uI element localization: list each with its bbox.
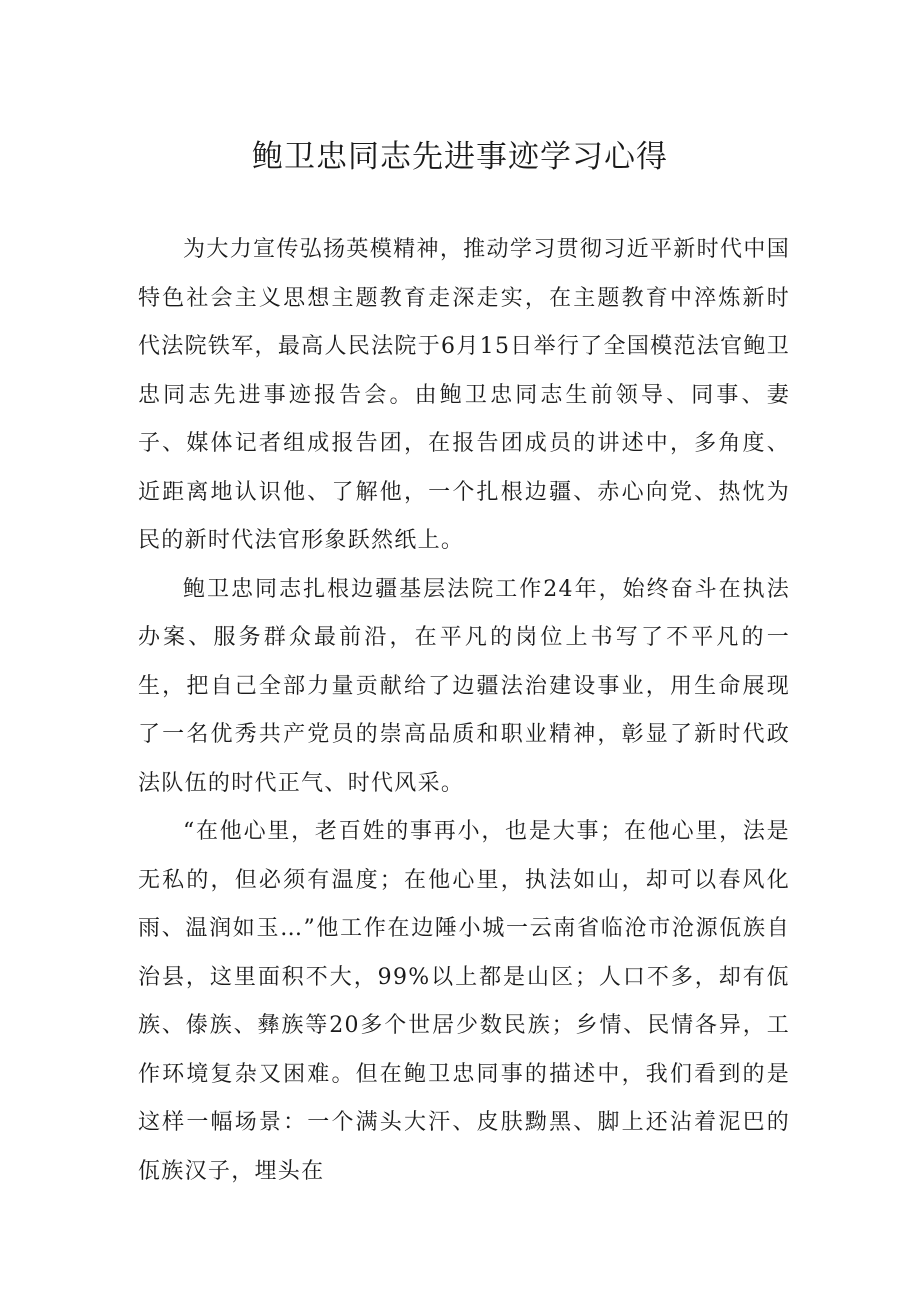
paragraph: 为大力宣传弘扬英模精神，推动学习贯彻习近平新时代中国特色社会主义思想主题教育走深走实，在主题教育中淬炼新时代法院铁军，最高人民法院于6月15日举行了全国模范法官鲍卫忠同志先进事迹报告会。由鲍卫忠同志生前领导、同事、妻子、媒体记者组成报告团，在报告团成员的讲述中，多角度、近距离地认识他、了解他，一个扎根边疆、赤心向党、热忱为民的新时代法官形象跃然纸上。 — [138, 237, 790, 553]
paragraph: “在他心里，老百姓的事再小，也是大事；在他心里，法是无私的，但必须有温度；在他心里，执法如山，却可以春风化雨、温润如玉…”他工作在边陲小城一云南省临沧市沧源佤族自治县，这里面积不大，99%以上都是山区；人口不多，却有佤族、傣族、彝族等20多个世居少数民族；乡情、民情各异，工作环境复杂又困难。但在鲍卫忠同事的描述中，我们看到的是这样一幅场景：一个满头大汗、皮肤黝黑、脚上还沾着泥巴的佤族汉子，埋头在 — [138, 819, 790, 1184]
document-body — [138, 226, 790, 1196]
paragraph: 鲍卫忠同志扎根边疆基层法院工作24年，始终奋斗在执法办案、服务群众最前沿，在平凡的岗位上书写了不平凡的一生，把自己全部力量贡献给了边疆法治建设事业，用生命展现了一名优秀共产党员的崇高品质和职业精神，彰显了新时代政法队伍的时代正气、时代风采。 — [138, 576, 790, 796]
document-title: 鲍卫忠同志先进事迹学习心得 — [252, 139, 668, 175]
